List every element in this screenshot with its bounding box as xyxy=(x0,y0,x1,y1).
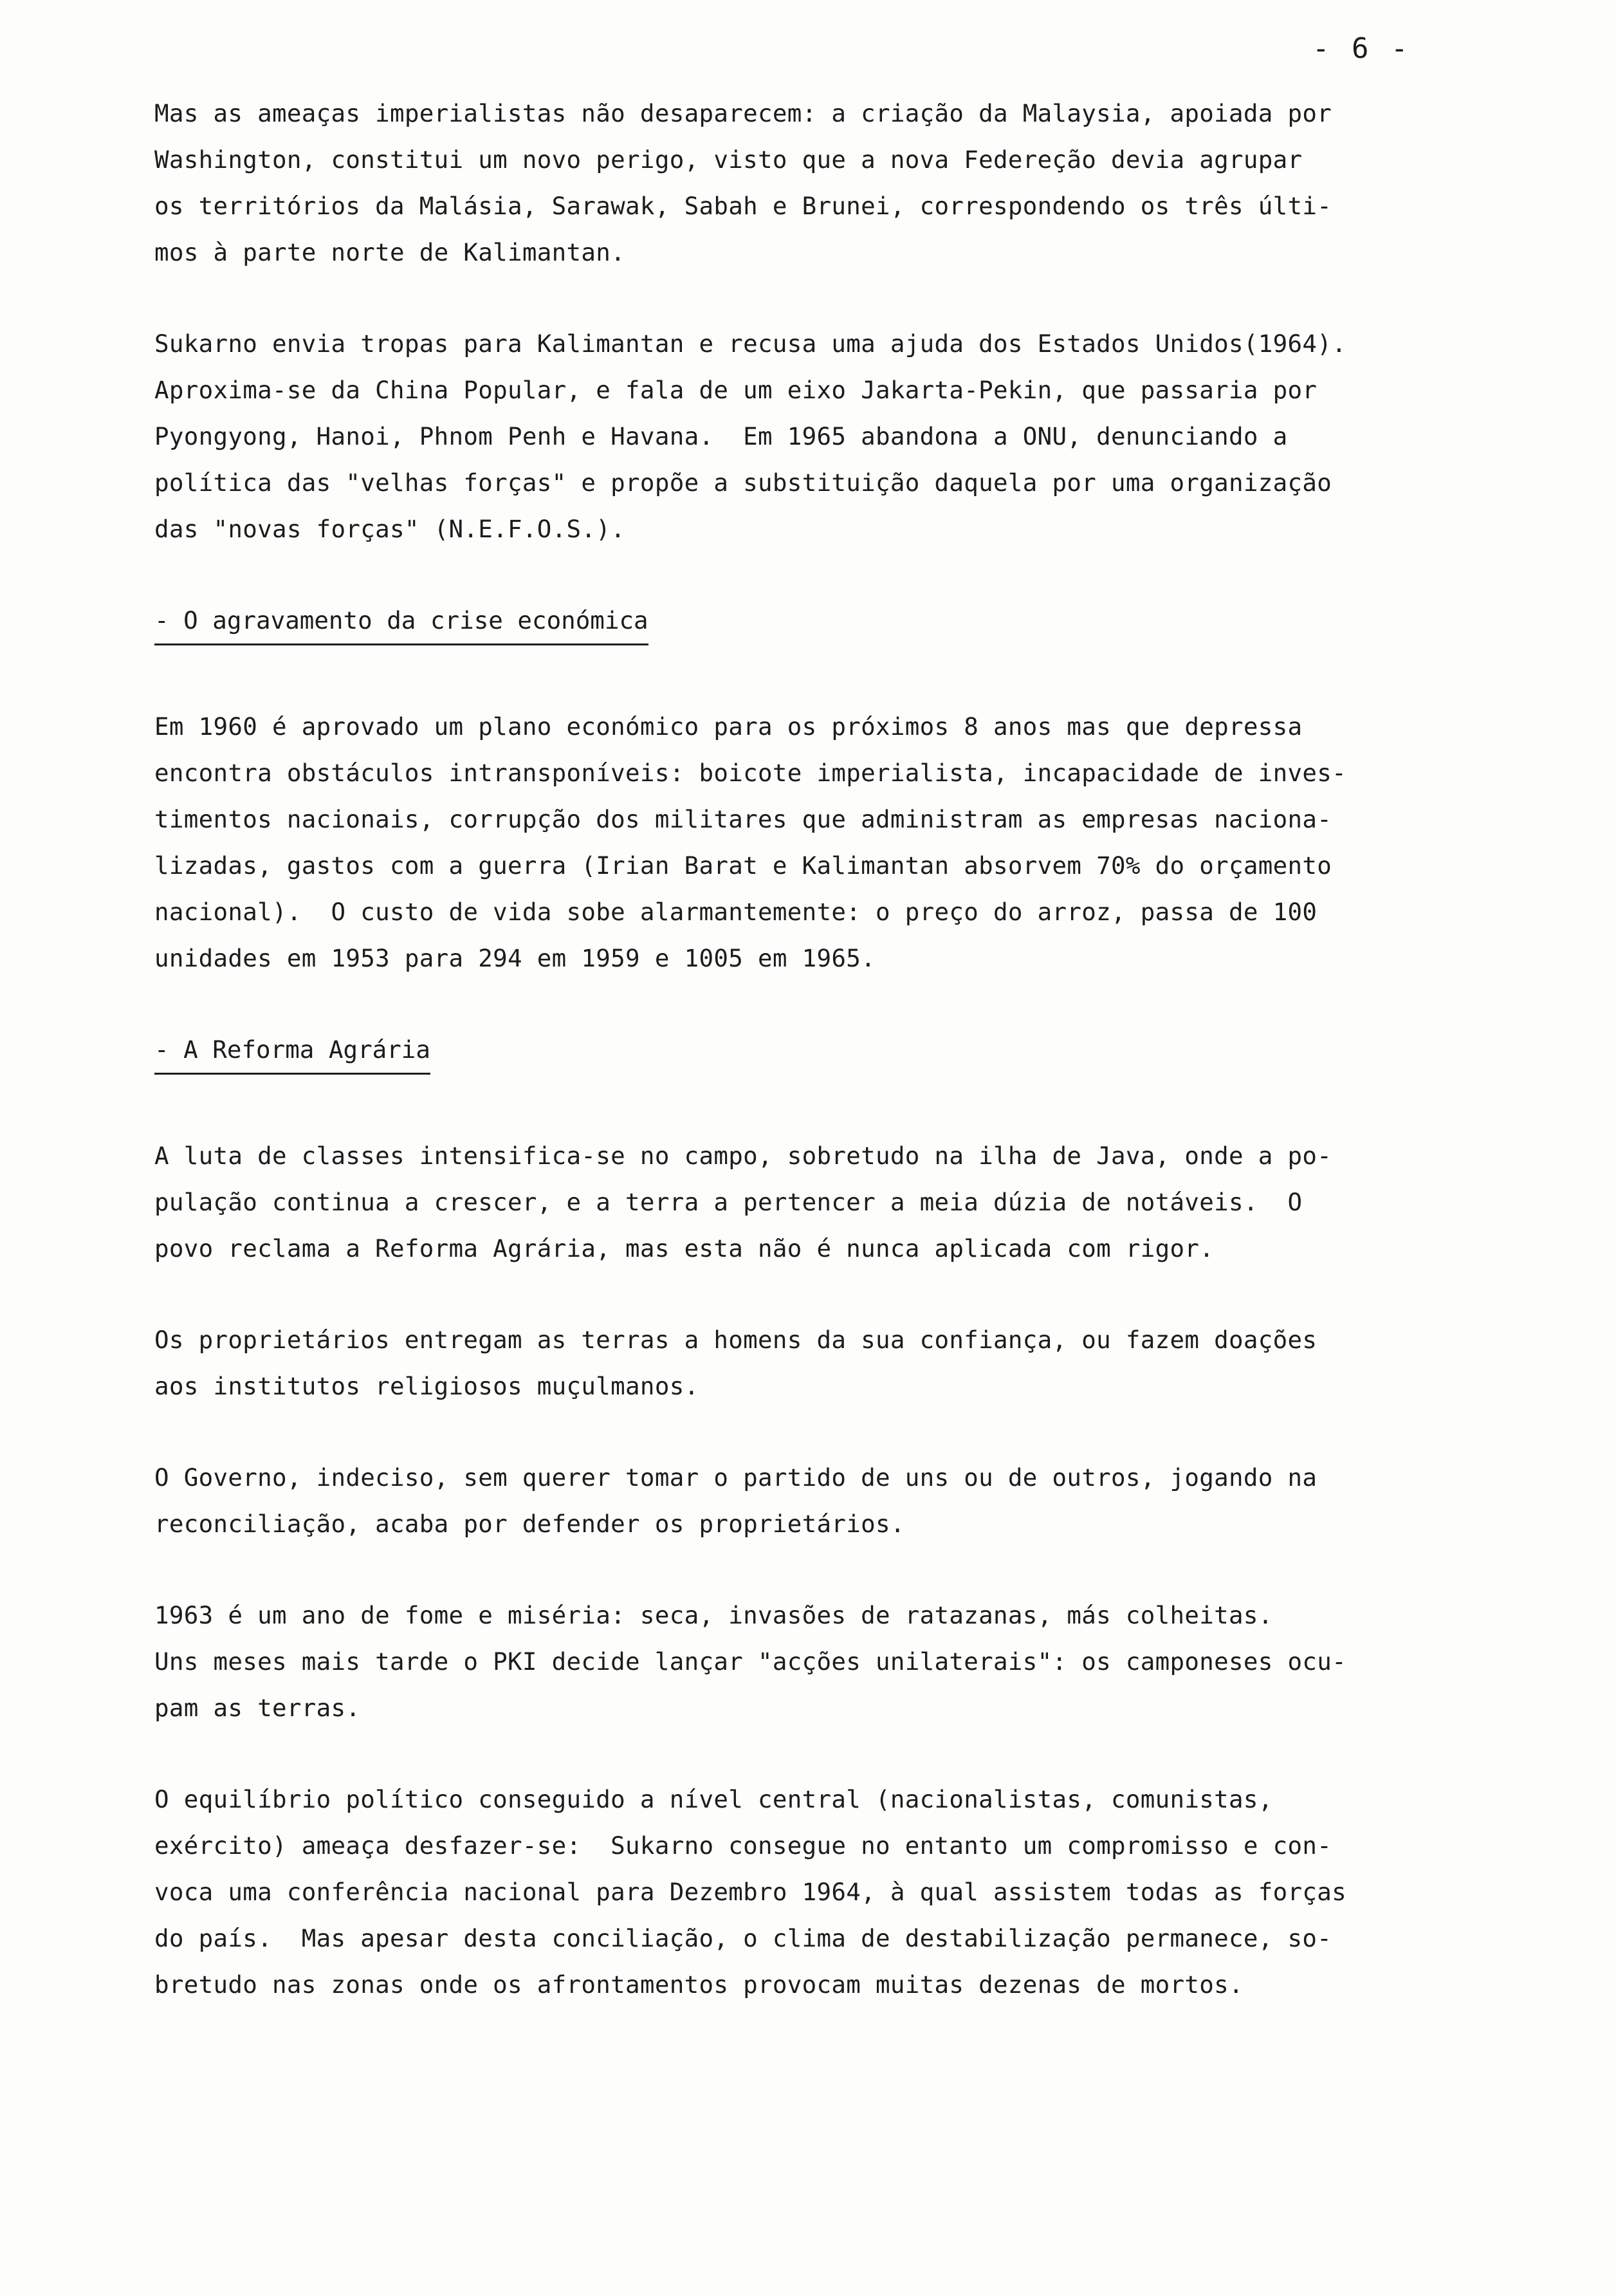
text-line: do país. Mas apesar desta conciliação, o clima de destabilização permanece, so- xyxy=(154,1924,1332,1952)
section-heading-block xyxy=(154,597,1473,703)
paragraph xyxy=(154,703,1473,981)
paragraph xyxy=(154,1592,1473,1731)
text-line: Mas as ameaças imperialistas não desaparecem: a criação da Malaysia, apoiada por xyxy=(154,99,1332,127)
text-line: Sukarno envia tropas para Kalimantan e recusa uma ajuda dos Estados Unidos(1964). xyxy=(154,329,1347,358)
paragraph xyxy=(154,1776,1473,2008)
text-line: exército) ameaça desfazer-se: Sukarno consegue no entanto um compromisso e con- xyxy=(154,1831,1332,1860)
text-line: política das "velhas forças" e propõe a substituição daquela por uma organização xyxy=(154,468,1332,497)
text-line: nacional). O custo de vida sobe alarmantemente: o preço do arroz, passa de 100 xyxy=(154,898,1318,926)
text-line: bretudo nas zonas onde os afrontamentos provocam muitas dezenas de mortos. xyxy=(154,1970,1244,1999)
text-line: O equilíbrio político conseguido a nível central (nacionalistas, comunistas, xyxy=(154,1785,1273,1813)
text-line: Washington, constitui um novo perigo, visto que a nova Federeção devia agrupar xyxy=(154,145,1303,174)
text-line: das "novas forças" (N.E.F.O.S.). xyxy=(154,515,626,543)
text-line: povo reclama a Reforma Agrária, mas esta não é nunca aplicada com rigor. xyxy=(154,1234,1215,1263)
text-line: pam as terras. xyxy=(154,1694,361,1722)
paragraph xyxy=(154,90,1473,275)
text-line: timentos nacionais, corrupção dos militares que administram as empresas naciona- xyxy=(154,805,1332,833)
text-line: Em 1960 é aprovado um plano económico para os próximos 8 anos mas que depressa xyxy=(154,712,1303,741)
text-line: A luta de classes intensifica-se no campo, sobretudo na ilha de Java, onde a po- xyxy=(154,1142,1332,1170)
text-line: Pyongyong, Hanoi, Phnom Penh e Havana. Em 1965 abandona a ONU, denunciando a xyxy=(154,422,1288,450)
text-line: Aproxima-se da China Popular, e fala de um eixo Jakarta-Pekin, que passaria por xyxy=(154,376,1318,404)
text-line: lizadas, gastos com a guerra (Irian Barat e Kalimantan absorvem 70% do orçamento xyxy=(154,851,1332,880)
section-heading: - A Reforma Agrária xyxy=(154,1026,430,1075)
paragraph xyxy=(154,1317,1473,1409)
text-line: reconciliação, acaba por defender os proprietários. xyxy=(154,1510,905,1538)
paragraph xyxy=(154,320,1473,552)
text-line: unidades em 1953 para 294 em 1959 e 1005 em 1965. xyxy=(154,944,876,972)
text-line: O Governo, indeciso, sem querer tomar o partido de uns ou de outros, jogando na xyxy=(154,1463,1318,1492)
page-number: - 6 - xyxy=(1312,32,1411,65)
text-line: voca uma conferência nacional para Dezembro 1964, à qual assistem todas as forças xyxy=(154,1878,1347,1906)
text-line: Os proprietários entregam as terras a homens da sua confiança, ou fazem doações xyxy=(154,1326,1318,1354)
document-body xyxy=(154,90,1473,2053)
paragraph xyxy=(154,1454,1473,1547)
text-line: Uns meses mais tarde o PKI decide lançar "acções unilaterais": os camponeses ocu- xyxy=(154,1647,1347,1676)
text-line: aos institutos religiosos muçulmanos. xyxy=(154,1372,699,1400)
text-line: pulação continua a crescer, e a terra a pertencer a meia dúzia de notáveis. O xyxy=(154,1188,1303,1216)
text-line: encontra obstáculos intransponíveis: boicote imperialista, incapacidade de inves- xyxy=(154,759,1347,787)
text-line: mos à parte norte de Kalimantan. xyxy=(154,238,626,266)
section-heading-block xyxy=(154,1026,1473,1133)
paragraph xyxy=(154,1133,1473,1272)
text-line: os territórios da Malásia, Sarawak, Sabah e Brunei, correspondendo os três últi- xyxy=(154,192,1332,220)
text-line: 1963 é um ano de fome e miséria: seca, invasões de ratazanas, más colheitas. xyxy=(154,1601,1273,1629)
section-heading: - O agravamento da crise económica xyxy=(154,597,648,645)
